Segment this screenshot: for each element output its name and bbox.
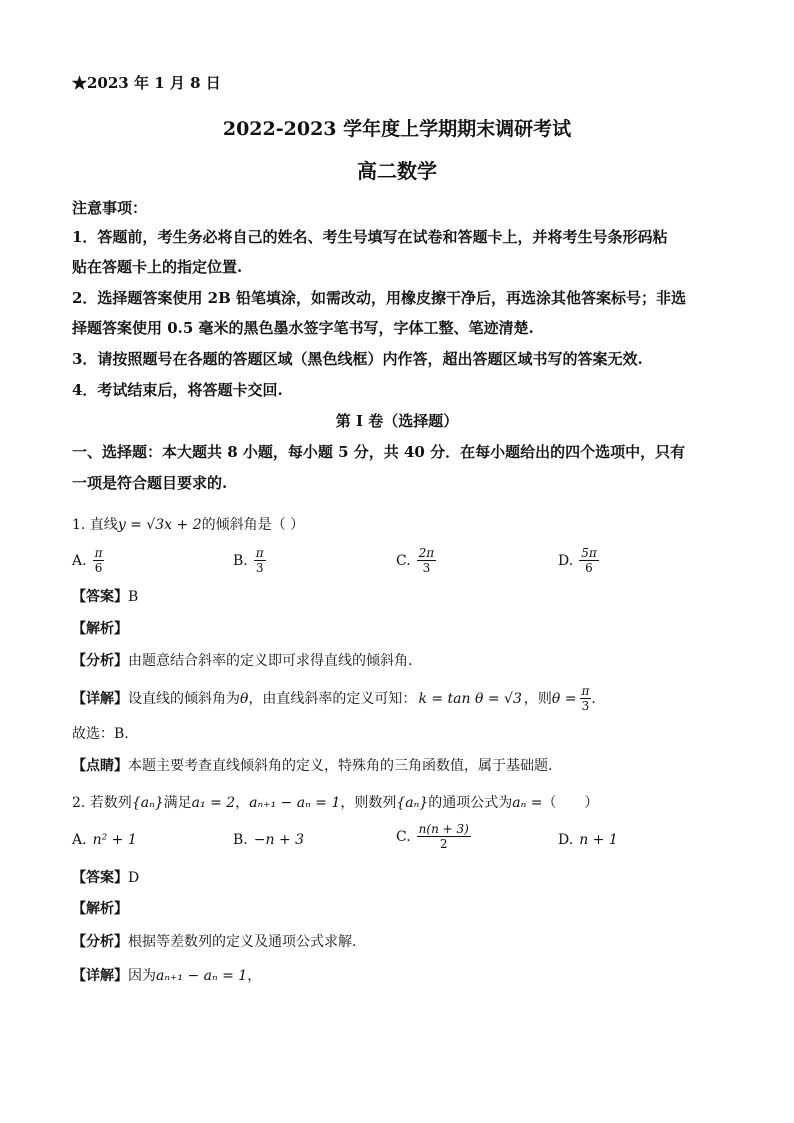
question-1-option-d: D. $\frac{5\pi}{6}$ — [558, 546, 597, 575]
question-2-analysis-tag: 【解析】 — [72, 901, 128, 917]
note-line-2: 贴在答题卡上的指定位置. — [72, 258, 243, 276]
question-2-option-d: D. n + 1 — [558, 832, 618, 848]
note-line-5: 3．请按照题号在各题的答题区域（黑色线框）内作答，超出答题区域书写的答案无效. — [72, 350, 643, 368]
question-1-analysis-tag: 【解析】 — [72, 621, 128, 637]
question-2-fenxi: 【分析】根据等差数列的定义及通项公式求解. — [72, 934, 357, 950]
question-1-choose: 故选：B. — [72, 726, 129, 742]
question-1-detail: 【详解】 设直线的倾斜角为 θ ，由直线斜率的定义可知： k = tan θ = √3 ，则 θ = $\frac{\pi}{3}$ . — [72, 684, 596, 713]
question-2-option-c: C. $\frac{n(n + 3)}{2}$ — [396, 822, 469, 851]
option-d-fraction: $\frac{5\pi}{6}$ — [581, 546, 597, 575]
question-1-equation: y = √3x + 2 — [117, 517, 202, 533]
section-title: 第 I 卷（选择题） — [335, 412, 459, 430]
section-instruction-1: 一、选择题：本大题共 8 小题，每小题 5 分，共 40 分．在每小题给出的四个选项中，只有 — [72, 443, 686, 461]
question-1-comment: 【点睛】本题主要考查直线倾斜角的定义，特殊角的三角函数值，属于基础题. — [72, 758, 553, 774]
exam-date: ★2023 年 1 月 8 日 — [72, 74, 221, 92]
option-c-fraction: $\frac{n(n + 3)}{2}$ — [418, 822, 469, 851]
detail-result-fraction: $\frac{\pi}{3}$ — [581, 684, 590, 713]
note-line-4: 择题答案使用 0.5 毫米的黑色墨水签字笔书写，字体工整、笔迹清楚. — [72, 319, 534, 337]
section-instruction-2: 一项是符合题目要求的. — [72, 474, 228, 492]
note-line-1: 1．答题前，考生务必将自己的姓名、考生号填写在试卷和答题卡上，并将考生号条形码粘 — [72, 228, 668, 246]
question-1-option-b: B. $\frac{\pi}{3}$ — [233, 546, 264, 575]
question-1-fenxi: 【分析】由题意结合斜率的定义即可求得直线的倾斜角. — [72, 653, 413, 669]
note-line-6: 4．考试结束后，将答题卡交回. — [72, 381, 283, 399]
exam-subject: 高二数学 — [357, 159, 437, 183]
question-1-option-a: A. $\frac{\pi}{6}$ — [72, 546, 103, 575]
exam-title: 2022-2023 学年度上学期期末调研考试 — [222, 118, 572, 140]
question-1-answer: 【答案】B — [72, 589, 139, 605]
question-2-option-b: B. −n + 3 — [233, 832, 305, 848]
question-1-option-c: C. $\frac{2\pi}{3}$ — [396, 546, 435, 575]
notes-heading: 注意事项： — [72, 199, 148, 217]
option-b-fraction: $\frac{\pi}{3}$ — [255, 546, 264, 575]
question-2-answer: 【答案】D — [72, 870, 140, 886]
question-2-option-a: A. n² + 1 — [72, 832, 137, 848]
option-c-fraction: $\frac{2\pi}{3}$ — [418, 546, 435, 575]
question-2-stem: 2. 若数列{aₙ}满足a₁ = 2，aₙ₊₁ − aₙ = 1，则数列{aₙ}的通项公式为aₙ =（ ） — [72, 795, 599, 811]
note-line-3: 2．选择题答案使用 2B 铅笔填涂，如需改动，用橡皮擦干净后，再选涂其他答案标号；非选 — [72, 289, 687, 307]
question-2-detail: 【详解】因为aₙ₊₁ − aₙ = 1， — [72, 968, 262, 984]
option-a-fraction: $\frac{\pi}{6}$ — [94, 546, 103, 575]
question-1-stem: 1. 直线y = √3x + 2的倾斜角是（ ） — [72, 517, 305, 533]
